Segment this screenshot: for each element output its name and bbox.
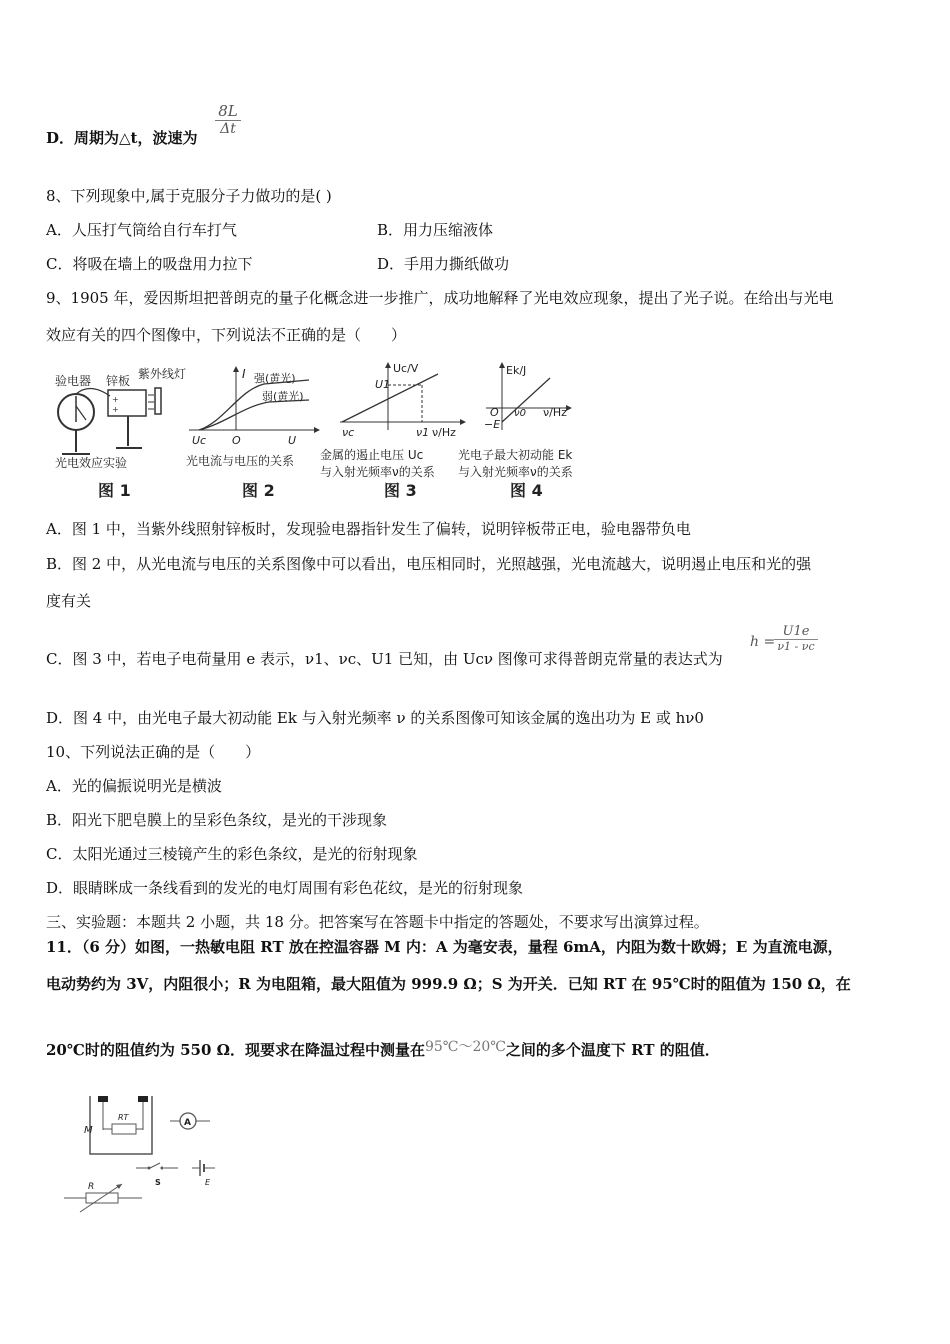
q10-option-a: A．光的偏振说明光是横波: [46, 777, 222, 795]
q8-stem: 8、下列现象中,属于克服分子力做功的是( ): [46, 187, 332, 205]
circuit-r-label: R: [88, 1182, 95, 1192]
q8-option-a: A．人压打气筒给自行车打气: [46, 221, 237, 239]
fig2-weak-curve: [199, 400, 309, 430]
fig4-caption-2: 与入射光频率ν的关系: [458, 465, 573, 479]
q9-figure-3: [320, 360, 470, 504]
q11-circuit-figure: [60, 1088, 225, 1218]
q8-option-b: B．用力压缩液体: [377, 221, 494, 239]
q11-line3: [46, 1037, 720, 1060]
fig1-electroscope-label: 验电器: [55, 374, 92, 388]
q9-option-c: C．图 3 中，若电子电荷量用 e 表示，ν1、νc、U1 已知，由 Ucν 图像可求得普朗克常量的表达式为: [46, 650, 723, 668]
fig2-strong-curve: [199, 380, 309, 430]
circuit-rt-label: RT: [118, 1113, 129, 1122]
fig4-axis-x: ν/Hz: [543, 406, 567, 419]
fig2-uc-label: Uc: [192, 434, 207, 447]
fig2-origin: O: [232, 434, 241, 447]
fig2-title: 图 2: [242, 481, 275, 500]
q8-option-d: D．手用力撕纸做功: [377, 255, 510, 273]
circuit-resistor-box-icon: [86, 1193, 118, 1203]
q10-option-d: D．眼睛眯成一条线看到的发光的电灯周围有彩色花纹，是光的衍射现象: [46, 879, 524, 897]
q11-temp-range: 95℃～20℃: [424, 1039, 506, 1055]
q11-line3-b: 之间的多个温度下 RT 的阻值．: [505, 1041, 720, 1059]
q10-option-b: B．阳光下肥皂膜上的呈彩色条纹，是光的干涉现象: [46, 811, 388, 829]
fig4-title: 图 4: [510, 481, 543, 500]
q9-c-frac-den: ν1 - νc: [774, 639, 818, 653]
fig2-strong-label: 强(黄光): [254, 372, 296, 385]
q7-option-d: D．周期为△t，波速为: [46, 129, 198, 147]
fig3-v1: ν1: [416, 426, 430, 439]
fig3-caption-2: 与入射光频率ν的关系: [320, 465, 435, 479]
q9-stem-line2: 效应有关的四个图像中，下列说法不正确的是（ ）: [46, 326, 407, 344]
q11-line1: 11．（6 分）如图，一热敏电阻 RT 放在控温容器 M 内：A 为毫安表，量程 6mA，内阻为数十欧姆；E 为直流电源，: [46, 938, 843, 956]
q9-option-a: A．图 1 中，当紫外线照射锌板时，发现验电器指针发生了偏转，说明锌板带正电，验电器带负电: [46, 520, 691, 538]
fig3-caption-1: 金属的遏止电压 Uc: [320, 448, 424, 462]
circuit-e-label: E: [205, 1178, 211, 1187]
q9-c-h-label: h =: [750, 634, 776, 650]
section-3-heading: 三、实验题：本题共 2 小题，共 18 分。把答案写在答题卡中指定的答题处，不要求写出演算过程。: [46, 913, 709, 931]
q9-c-frac-num: U1e: [782, 624, 810, 639]
fig3-vc: νc: [342, 426, 355, 439]
fig2-u-label: U: [288, 434, 297, 447]
fig3-title: 图 3: [384, 481, 417, 500]
q9-option-b-line1: B．图 2 中，从光电流与电压的关系图像中可以看出，电压相同时，光照越强，光电流越大，说明遏止电压和光的强: [46, 555, 812, 573]
q10-stem: 10、下列说法正确的是（ ）: [46, 743, 261, 761]
fig3-axis-y: Uc/V: [393, 362, 419, 375]
circuit-rt-icon: [112, 1124, 136, 1134]
q7-frac-num: 8L: [218, 102, 238, 120]
q9-option-d: D．图 4 中，由光电子最大初动能 Ek 与入射光频率 ν 的关系图像可知该金属的逸出功为 E 或 hν0: [46, 709, 704, 727]
q11-line3-a: 20℃时的阻值约为 550 Ω．现要求在降温过程中测量在: [46, 1041, 425, 1059]
fig4-caption-1: 光电子最大初动能 Ek: [458, 448, 573, 462]
svg-text:+: +: [112, 405, 119, 414]
q9-figure-1: [50, 362, 200, 504]
circuit-a-label: A: [184, 1118, 191, 1128]
fig1-caption: 光电效应实验: [55, 456, 128, 470]
fig1-uv-label: 紫外线灯: [138, 367, 187, 381]
fig2-axis-i: I: [242, 367, 246, 381]
fig3-u1: U1: [375, 378, 391, 391]
circuit-switch-icon: [150, 1163, 160, 1168]
q11-line2: 电动势约为 3V，内阻很小；R 为电阻箱，最大阻值为 999.9 Ω；S 为开关．已知 RT 在 95℃时的阻值为 150 Ω，在: [46, 975, 851, 993]
fig4-axis-y: Ek/J: [506, 364, 527, 377]
fig4-origin: O: [490, 406, 499, 419]
q9-figure-2: [184, 362, 324, 504]
q10-option-c: C．太阳光通过三棱镜产生的彩色条纹，是光的衍射现象: [46, 845, 418, 863]
fig2-caption: 光电流与电压的关系: [186, 454, 295, 468]
q7-fraction: [215, 102, 241, 137]
q9-stem-line1: 9、1905 年，爱因斯坦把普朗克的量子化概念进一步推广，成功地解释了光电效应现象，提出了光子说。在给出与光电: [46, 289, 834, 307]
fig4-v0: ν0: [514, 408, 526, 419]
q9-c-fraction: [774, 624, 818, 653]
q7-frac-den: Δt: [215, 120, 241, 137]
circuit-s-label: S: [155, 1178, 161, 1187]
fig1-uv-lamp-icon: [155, 388, 161, 414]
fig1-zinc-label: 锌板: [106, 374, 131, 388]
svg-text:+: +: [112, 395, 119, 404]
q9-figure-4: [456, 360, 596, 504]
fig4-neg-e: −E: [484, 418, 501, 431]
fig2-weak-label: 弱(黄光): [262, 390, 304, 403]
fig1-title: 图 1: [98, 481, 131, 500]
fig3-axis-x: ν/Hz: [432, 426, 456, 439]
q8-option-c: C．将吸在墙上的吸盘用力拉下: [46, 255, 253, 273]
q9-option-b-line2: 度有关: [46, 592, 92, 610]
circuit-m-label: M: [84, 1125, 93, 1136]
